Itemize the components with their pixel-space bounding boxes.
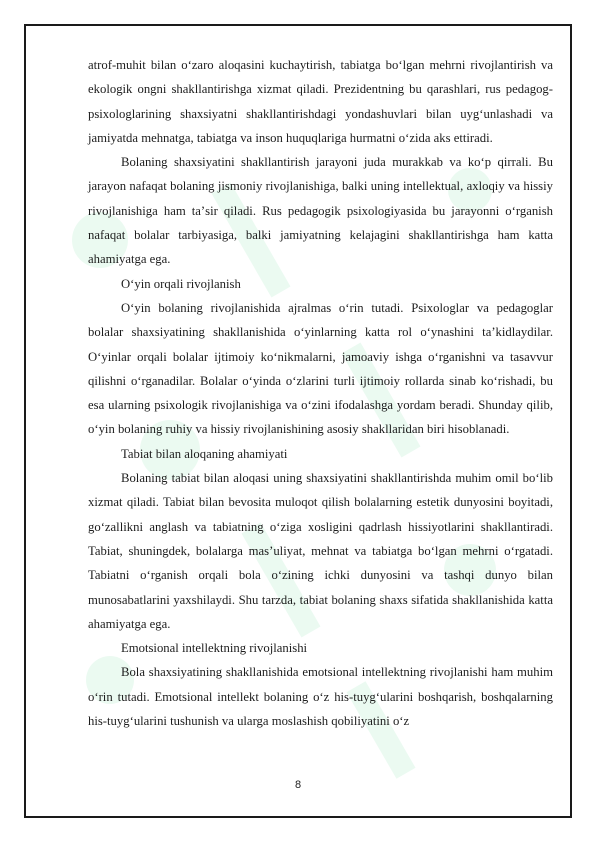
section-heading-emotional: Emotsional intellektning rivojlanishi bbox=[121, 641, 308, 656]
paragraph-5: Bola shaxsiyatining shakllanishida emotsional intellektning rivojlanishi ham muhim oʻrin tutadi. Emotsional intellekt bolaning oʻz his-tuygʻularini boshqarish, boshqalarning his-tuygʻularini tushunish va ularga moslashish qobiliyatini oʻz bbox=[88, 665, 553, 729]
section-heading-play: Oʻyin orqali rivojlanish bbox=[121, 276, 241, 291]
paragraph-2: Bolaning shaxsiyatini shakllantirish jarayoni juda murakkab va koʻp qirrali. Bu jarayon nafaqat bolaning jismoniy rivojlanishiga, balki uning intellektual, axloqiy va hissiy rivojlanishiga ham taʼsir qiladi. Rus pedagogik psixologiyasida bu jarayonni oʻrganish nafaqat bolalar tarbiyasiga, balki jamiyatning kelajagini shakllantirishga ham katta ahamiyatga ega. bbox=[88, 155, 553, 267]
paragraph-1: atrof-muhit bilan oʻzaro aloqasini kuchaytirish, tabiatga boʻlgan mehrni rivojlantirish va ekologik ongni shakllantirishga xizmat qiladi. Prezidentning bu qarashlari, rus pedagog-psixologlarining shaxsiyatni shakllantirishdagi yondashuvlari bilan uygʻunlashadi va jamiyatda mehnatga, tabiatga va inson huquqlariga hurmatni oʻzida aks ettiradi. bbox=[88, 58, 553, 145]
section-heading-nature: Tabiat bilan aloqaning ahamiyati bbox=[121, 446, 288, 461]
page-number: 8 bbox=[294, 779, 302, 791]
paragraph-4: Bolaning tabiat bilan aloqasi uning shaxsiyatini shakllantirishda muhim omil boʻlib xizmat qiladi. Tabiat bilan bevosita muloqot qilish bolalarning estetik dunyosini boyitadi, goʻzallikni anglash va tabiatning oʻziga xosligini qadrlash hissiyotlarini shakllantiradi. Tabiat, shuningdek, bolalarga masʼuliyat, mehnat va tabiatga boʻlgan mehrni oʻrgatadi. Tabiatni oʻrganish orqali bola oʻzining ichki dunyosini va tashqi dunyo bilan munosabatlarini yaxshilaydi. Shu tarzda, tabiat bolaning shaxs sifatida shakllanishida katta ahamiyatga ega. bbox=[88, 471, 553, 631]
document-body bbox=[88, 53, 553, 733]
paragraph-3: Oʻyin bolaning rivojlanishida ajralmas oʻrin tutadi. Psixologlar va pedagoglar bolalar shaxsiyatining shakllanishida oʻyinlarning katta rol oʻynashini taʼkidlaydilar. Oʻyinlar orqali bolalar ijtimoiy koʻnikmalarni, jamoaviy ishga oʻrganishni va tasavvur qilishni oʻrganadilar. Bolalar oʻyinda oʻzlarini turli ijtimoiy rollarda sinab koʻrishadi, bu esa ularning psixologik rivojlanishiga va oʻzini ifodalashga yordam beradi. Shunday qilib, oʻyin bolaning ruhiy va hissiy rivojlanishining asosiy shakllaridan biri hisoblanadi. bbox=[88, 300, 553, 437]
